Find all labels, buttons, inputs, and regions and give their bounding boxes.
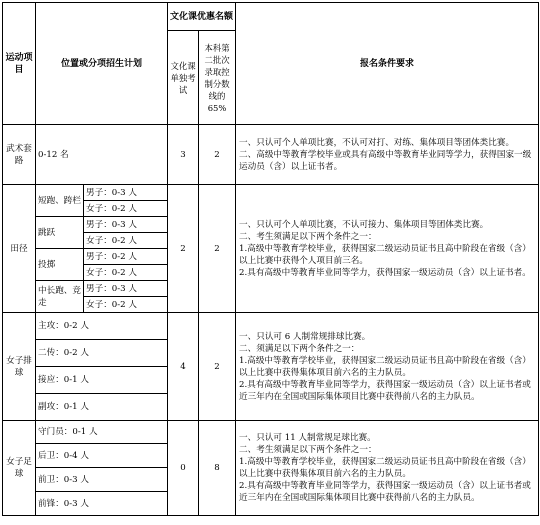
plan-cell: 男子：0-2 人 xyxy=(84,249,168,265)
second-batch-cell: 2 xyxy=(199,185,236,313)
culture-exam-cell: 3 xyxy=(168,125,199,185)
event-name: 中长跑、竞走 xyxy=(36,281,84,313)
requirement-line: 1.高级中等教育学校毕业，获得国家二级运动员证书且高中阶段在省级（含）以上比赛中获得集体项目前六名的主力队员。 xyxy=(239,355,531,378)
culture-exam-cell: 0 xyxy=(168,421,199,516)
second-batch-cell: 2 xyxy=(199,313,236,421)
requirement-line: 二、须满足以下两个条件之一： xyxy=(239,343,360,354)
plan-cell: 0-12 名 xyxy=(36,125,168,185)
event-name: 短跑、跨栏 xyxy=(36,185,84,217)
requirement-line: 2.具有高级中等教育毕业同等学力，获得国家一级运动员（含）以上证书者。 xyxy=(239,267,531,278)
requirements-cell xyxy=(236,125,539,185)
culture-exam-cell: 2 xyxy=(168,185,199,313)
culture-exam-cell: 4 xyxy=(168,313,199,421)
header-position-plan: 位置或分项招生计划 xyxy=(36,3,168,125)
header-requirements: 报名条件要求 xyxy=(236,3,539,125)
plan-cell: 主攻：0-2 人 xyxy=(36,313,168,340)
table-row xyxy=(3,313,539,340)
requirement-line: 一、只认可 11 人制常规足球比赛。 xyxy=(239,433,376,443)
requirement-line: 二、高级中等教育学校毕业或具有高级中等教育毕业同等学力，获得国家一级运动员（含）以上证书者。 xyxy=(239,149,532,172)
plan-cell: 男子：0-3 人 xyxy=(84,217,168,233)
second-batch-cell: 8 xyxy=(199,421,236,516)
plan-cell: 前卫：0-3 人 xyxy=(36,468,168,492)
event-name: 投掷 xyxy=(36,249,84,281)
plan-cell: 女子：0-2 人 xyxy=(84,201,168,217)
requirements-cell xyxy=(236,421,539,516)
header-second-batch: 本科第二批次录取控制分数线的65% xyxy=(199,31,236,125)
plan-cell: 二传：0-2 人 xyxy=(36,340,168,367)
table-row xyxy=(3,421,539,444)
plan-cell: 女子：0-2 人 xyxy=(84,265,168,281)
project-cell: 武术套路 xyxy=(3,125,36,185)
admission-table xyxy=(2,2,539,516)
plan-cell: 女子：0-2 人 xyxy=(84,233,168,249)
plan-cell: 前锋：0-3 人 xyxy=(36,492,168,516)
table-row xyxy=(3,125,539,185)
requirements-cell xyxy=(236,185,539,313)
header-culture-exam: 文化课单独考试 xyxy=(168,31,199,125)
requirement-line: 1.高级中等教育学校毕业，获得国家二级运动员证书且高中阶段在省级（含）以上比赛中获得个人项目前三名。 xyxy=(239,243,531,266)
plan-cell: 男子：0-3 人 xyxy=(84,281,168,297)
project-cell: 女子足球 xyxy=(3,421,36,516)
requirement-line: 2.具有高级中等教育毕业同等学力，获得国家一级运动员（含）以上证书者或近三年内在全国或国际集体项目比赛中获得前八名的主力队员。 xyxy=(239,379,531,402)
plan-cell: 女子：0-2 人 xyxy=(84,297,168,313)
plan-cell: 守门员：0-1 人 xyxy=(36,421,168,444)
header-culture-quota: 文化课优惠名额 xyxy=(168,3,236,31)
table-row xyxy=(3,185,539,201)
plan-cell: 接应：0-1 人 xyxy=(36,367,168,394)
requirement-line: 2.具有高级中等教育毕业同等学力，获得国家一级运动员（含）以上证书者或近三年内在全国或国际集体项目比赛中获得前八名的主力队员。 xyxy=(239,481,531,503)
project-cell: 女子排球 xyxy=(3,313,36,421)
requirement-line: 一、只认可个人单项比赛，不认可对打、对练、集体项目等团体类比赛。 xyxy=(239,137,515,148)
requirement-line: 一、只认可 6 人制常规排球比赛。 xyxy=(239,331,371,342)
plan-cell: 副攻：0-1 人 xyxy=(36,394,168,421)
event-name: 跳跃 xyxy=(36,217,84,249)
plan-cell: 后卫：0-4 人 xyxy=(36,444,168,468)
plan-cell: 男子：0-3 人 xyxy=(84,185,168,201)
requirement-line: 二、考生须满足以下两个条件之一： xyxy=(239,445,377,455)
second-batch-cell: 2 xyxy=(199,125,236,185)
requirement-line: 一、只认可个人单项比赛，不认可接力、集体项目等团体类比赛。 xyxy=(239,219,489,230)
requirement-line: 1.高级中等教育学校毕业，获得国家二级运动员证书且高中阶段在省级（含）以上比赛中获得集体项目前六名的主力队员。 xyxy=(239,457,531,479)
requirements-cell xyxy=(236,313,539,421)
project-cell: 田径 xyxy=(3,185,36,313)
requirement-line: 二、考生须满足以下两个条件之一： xyxy=(239,231,377,242)
header-project: 运动项目 xyxy=(3,3,36,125)
